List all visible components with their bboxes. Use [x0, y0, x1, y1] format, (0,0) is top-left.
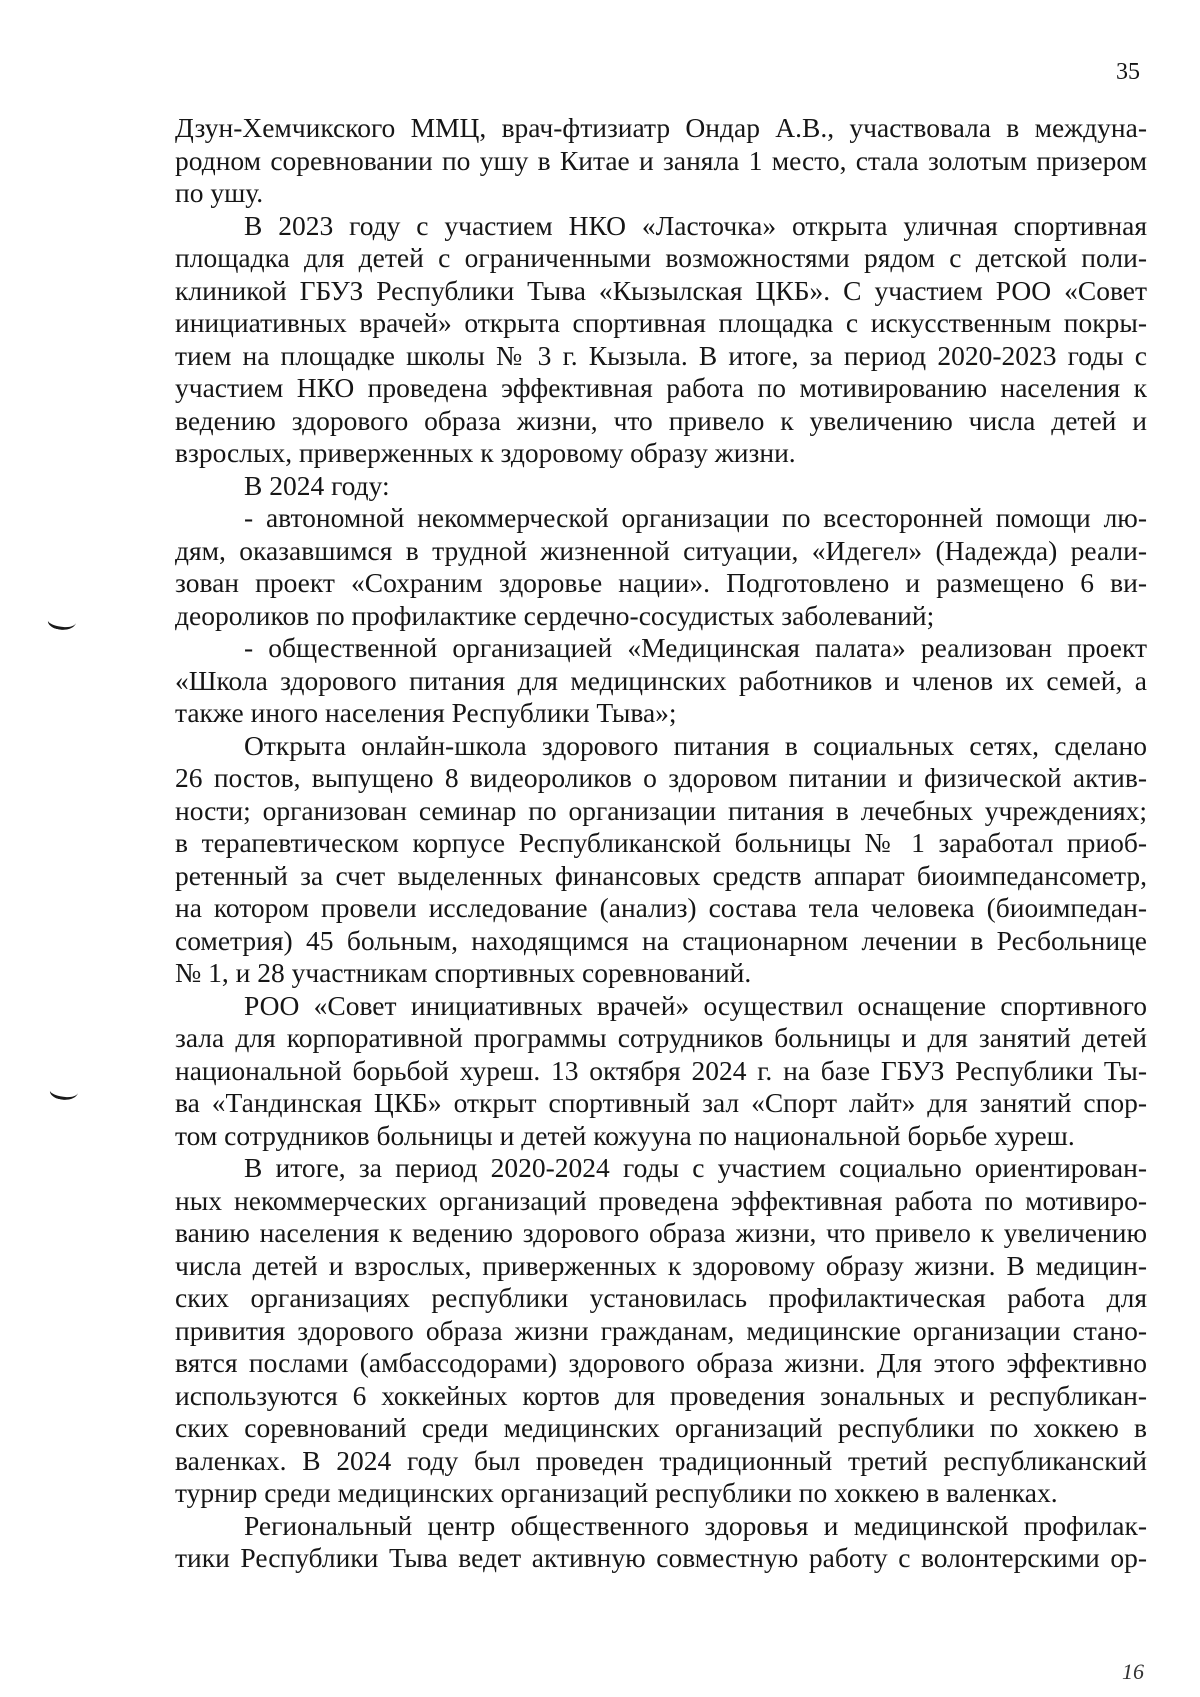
text-line: зован проект «Сохраним здоровье нации». Подготовлено и размещено 6 ви-	[175, 567, 1147, 598]
text-line: 26 постов, выпущено 8 видеороликов о здоровом питании и физической актив-	[175, 762, 1147, 793]
text-line: ретенный за счет выделенных финансовых средств аппарат биоимпедансометр,	[175, 859, 1147, 891]
text-line: - автономной некоммерческой организации по всесторонней помощи лю-	[244, 502, 1147, 533]
text-line: дям, оказавшимся в трудной жизненной ситуации, «Идегел» (Надежда) реали-	[175, 534, 1147, 566]
text-line: «Школа здорового питания для медицинских работников и членов их семей, а	[175, 664, 1147, 696]
page-number: 35	[1116, 59, 1140, 85]
text-line: родном соревновании по ушу в Китае и заняла 1 место, стала золотым призером	[175, 144, 1147, 176]
scan-hole-mark	[49, 1080, 80, 1102]
text-line: используются 6 хоккейных кортов для проведения зональных и республикан-	[175, 1379, 1147, 1411]
text-line: валенках. В 2024 году был проведен традиционный третий республиканский	[175, 1444, 1147, 1476]
text-line: ванию населения к ведению здорового образа жизни, что привело к увеличению	[175, 1217, 1147, 1248]
text-line: инициативных врачей» открыта спортивная площадка с искусственным покры-	[175, 307, 1147, 338]
text-line: ведению здорового образа жизни, что привело к увеличению числа детей и	[175, 404, 1147, 436]
handwritten-corner-note: 16	[1122, 1659, 1144, 1684]
text-line: также иного населения Республики Тыва»;	[175, 697, 677, 728]
text-line: ности; организован семинар по организации питания в лечебных учреждениях;	[175, 794, 1147, 826]
text-line: РОО «Совет инициативных врачей» осуществил оснащение спортивного	[244, 989, 1147, 1021]
text-line: В итоге, за период 2020-2024 годы с участием социально ориентирован-	[244, 1152, 1147, 1183]
text-line: национальной борьбой хуреш. 13 октября 2024 г. на базе ГБУЗ Республики Ты-	[175, 1054, 1147, 1086]
text-line: площадка для детей с ограниченными возможностями рядом с детской поли-	[175, 242, 1147, 273]
text-line: по ушу.	[175, 177, 264, 208]
text-line: Дзун-Хемчикского ММЦ, врач-фтизиатр Ондар А.В., участвовала в междуна-	[175, 112, 1147, 143]
text-line: - общественной организацией «Медицинская палата» реализован проект	[244, 632, 1147, 663]
text-line: ских соревнований среди медицинских организаций республики по хоккею в	[175, 1412, 1147, 1443]
text-line: тики Республики Тыва ведет активную совместную работу с волонтерскими ор-	[175, 1542, 1147, 1573]
text-line: вятся послами (амбассодорами) здорового образа жизни. Для этого эффективно	[175, 1347, 1147, 1378]
text-line: зала для корпоративной программы сотрудников больницы и для занятий детей	[175, 1022, 1147, 1053]
scan-hole-mark	[47, 610, 78, 632]
text-line: сометрия) 45 больным, находящимся на стационарном лечении в Ресбольнице	[175, 924, 1147, 956]
text-line: деороликов по профилактике сердечно-сосудистых заболеваний;	[175, 599, 935, 631]
text-line: клиникой ГБУЗ Республики Тыва «Кызылская ЦКБ». С участием РОО «Совет	[175, 274, 1147, 306]
text-line: турнир среди медицинских организаций республики по хоккею в валенках.	[175, 1477, 1058, 1508]
text-line: привития здорового образа жизни гражданам, медицинские организации стано-	[175, 1314, 1147, 1346]
text-line: числа детей и взрослых, приверженных к здоровому образу жизни. В медицин-	[175, 1249, 1147, 1281]
text-line: том сотрудников больницы и детей кожууна по национальной борьбе хуреш.	[175, 1119, 1075, 1151]
text-line: ва «Тандинская ЦКБ» открыт спортивный зал «Спорт лайт» для занятий спор-	[175, 1087, 1147, 1118]
text-line: взрослых, приверженных к здоровому образу жизни.	[175, 437, 796, 468]
text-line: № 1, и 28 участникам спортивных соревнований.	[175, 957, 752, 988]
text-line: Открыта онлайн-школа здорового питания в социальных сетях, сделано	[244, 729, 1147, 761]
text-line: Региональный центр общественного здоровья и медицинской профилак-	[244, 1509, 1147, 1541]
text-line: В 2024 году:	[244, 469, 390, 501]
text-line: на котором провели исследование (анализ) состава тела человека (биоимпедан-	[175, 892, 1147, 923]
text-line: ских организациях республики установилась профилактическая работа для	[175, 1282, 1147, 1313]
document-body	[175, 112, 1147, 1575]
text-line: тием на площадке школы № 3 г. Кызыла. В итоге, за период 2020-2023 годы с	[175, 339, 1147, 371]
text-line: В 2023 году с участием НКО «Ласточка» открыта уличная спортивная	[244, 209, 1147, 241]
text-line: ных некоммерческих организаций проведена эффективная работа по мотивиро-	[175, 1184, 1147, 1216]
text-line: участием НКО проведена эффективная работа по мотивированию населения к	[175, 372, 1147, 403]
text-line: в терапевтическом корпусе Республиканской больницы № 1 заработал приоб-	[175, 827, 1147, 858]
